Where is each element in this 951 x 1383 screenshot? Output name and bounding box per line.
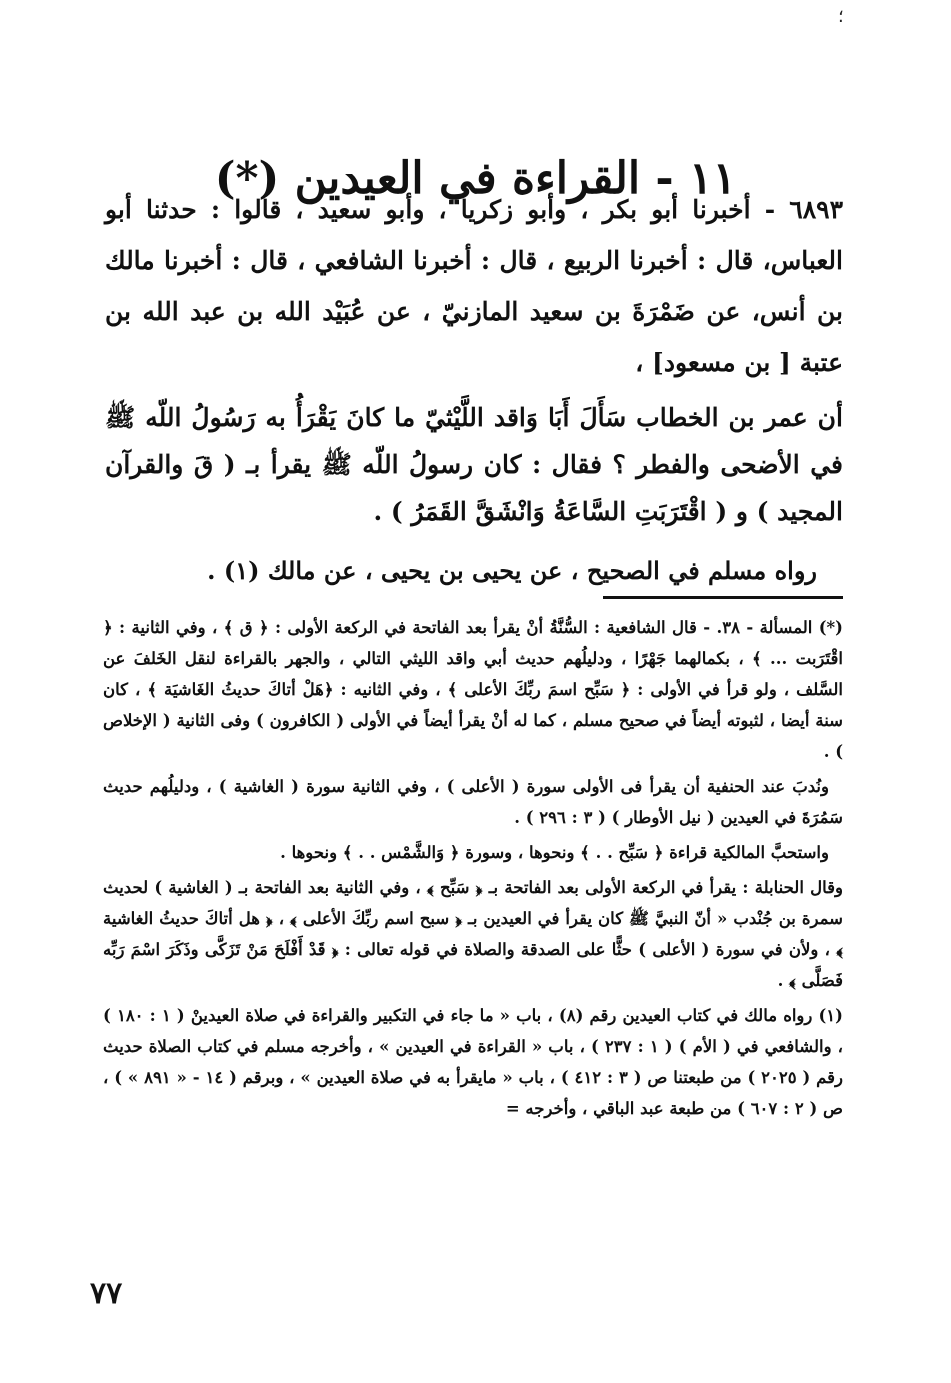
corner-mark: ؛ [838, 6, 844, 27]
hadith-isnad: ٦٨٩٣ - أخبرنا أبو بكر ، وأبو زكريا ، وأبو سعيد ، قالوا : حدثنا أبو العباس، قال : أخبرنا الربيع ، قال : أخبرنا الشافعي ، قال : أخبرنا مالك بن أنس، عن ضَمْرَةَ بن سعيد المازنيّ ، عن عُبَيْد الله بن عبد الله بن عتبة [ بن مسعود] ، [105, 195, 843, 377]
hadith-source: رواه مسلم في الصحيح ، عن يحيى بن يحيى ، عن مالك (١) . [207, 556, 817, 585]
footnote-hanafi: ونُدبَ عند الحنفية أن يقرأ فى الأولى سورة ( الأعلى ) ، وفي الثانية سورة ( الغاشية ) ، ودليلُهم حديث سَمُرَةَ في العيدين ( نيل الأوطار ) ( ٣ : ٢٩٦ ) . [103, 777, 843, 827]
footnote-issue: (*) المسألة - ٣٨. - قال الشافعية : السُّنَّةُ أنْ يقرأ بعد الفاتحة في الركعة الأولى : ﴿ ق ﴾ ، وفي الثانية : ﴿ اقْتَرَبت ... ﴾ ، بكمالهما جَهْرًا ، ودليلُهم حديث أبي واقد الليثي التالي ، والجهر بالقراءة لنقل الخَلفَ عن السَّلف ، ولو قرأ في الأولى : ﴿ سَبِّح اسمَ ربِّكَ الأعلى ﴾ ، وفي الثانيه : ﴿هَلْ أتاكَ حديثُ الغَاشيَة ﴾ ، كان سنة أيضا ، لثبوته أيضاً في صحيح مسلم ، كما له أنْ يقرأ أيضاً في الأولى ( الكافرون ) وفى الثانية ( الإخلاص ) . [103, 618, 843, 761]
hadith-matn: أن عمر بن الخطاب سَأَلَ أَبَا وَاقد اللَّيْثيّ ما كانَ يَقْرَأُ به رَسُولُ اللّه ﷺ في الأضحى والفطر ؟ فقال : كان رسولُ اللّه ﷺ يقرأ بـ ( قَ والقرآن المجيد ) و ( اقْتَرَبَتِ السَّاعَةُ وَانْشَقَّ القَمَرُ ) . [105, 403, 843, 526]
footnote-separator [603, 596, 843, 599]
footnote-hanbali: وقال الحنابلة : يقرأ في الركعة الأولى بعد الفاتحة بـ ﴿ سَبِّح ﴾ ، وفي الثانية بعد الفاتحة بـ ( الغاشية ) لحديث سمرة بن جُنْدب « أنّ النبيَّ ﷺ كان يقرأ في العيدين بـ ﴿ سبح اسم ربِّكَ الأعلى ﴾ ، ﴿ هل أتاكَ حديثُ الغاشية ﴾ ، ولأن في سورة ( الأعلى ) حثًّا على الصدقة والصلاة في قوله تعالى : ﴿ قَدْ أَفْلَحَ مَنْ تَزَكَّى وذَكَرَ اسْمَ رَبِّه فَصَلَّى ﴾ . [103, 878, 843, 990]
footnote-maliki: واستحبَّ المالكية قراءة ﴿ سَبِّح . . ﴾ ونحوها ، وسورة ﴿ وَالشَّمْس . . ﴾ ونحوها . [280, 843, 829, 862]
page-number: ٧٧ [90, 1276, 123, 1311]
footnotes [103, 612, 843, 1124]
chapter-title: ١١ - القراءة في العيدين (*) [214, 153, 737, 205]
main-text [105, 184, 843, 596]
footnote-reference-1: (١) رواه مالك في كتاب العيدين رقم (٨) ، باب « ما جاء في التكبير والقراءة في صلاة العيدينْ ( ١ : ١٨٠ ) ، والشافعي في ( الأم ) ( ١ : ٢٣٧ ) ، باب « القراءة في العيدين » ، وأخرجه مسلم في كتاب الصلاة حديث رقم ( ٢٠٢٥ ) من طبعتنا ص ( ٣ : ٤١٢ ) ، باب « مايقرأ به في صلاة العيدين » ، وبرقم ( ١٤ - « ٨٩١ » ) ، ص ( ٢ : ٦٠٧ ) من طبعة عبد الباقي ، وأخرجه = [103, 1006, 843, 1118]
